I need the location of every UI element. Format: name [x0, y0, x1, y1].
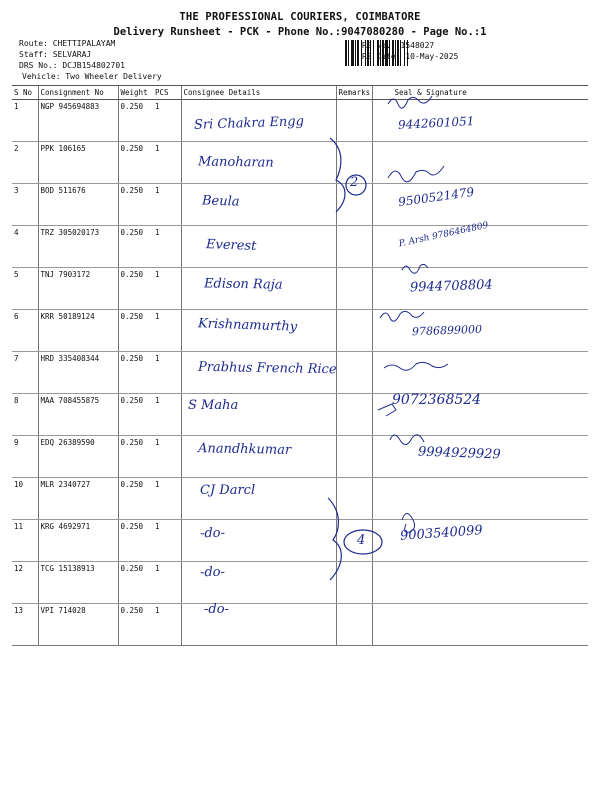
cell-pcs: 1 — [153, 394, 181, 436]
cell-pcs: 1 — [153, 184, 181, 226]
col-remarks: Remarks — [336, 86, 372, 100]
cell-weight: 0.250 — [118, 394, 153, 436]
table-row — [12, 310, 588, 352]
cell-remarks — [336, 394, 372, 436]
col-signature: Seal & Signature — [372, 86, 588, 100]
cell-sno: 1 — [12, 100, 38, 142]
cell-pcs: 1 — [153, 604, 181, 646]
cell-signature — [372, 478, 588, 520]
handwritten-signature: 9500521479 — [397, 185, 475, 210]
cell-consignment: KRR 50189124 — [38, 310, 118, 352]
handwritten-consignee: CJ Darcl — [200, 482, 256, 498]
cell-pcs: 1 — [153, 142, 181, 184]
handwritten-consignee: Sri Chakra Engg — [193, 114, 305, 133]
cell-remarks — [336, 268, 372, 310]
cell-pcs: 1 — [153, 520, 181, 562]
handwritten-consignee: Everest — [205, 236, 257, 254]
cell-remarks — [336, 478, 372, 520]
cell-weight: 0.250 — [118, 100, 153, 142]
cell-sno: 10 — [12, 478, 38, 520]
cell-signature — [372, 562, 588, 604]
cell-signature — [372, 352, 588, 394]
cell-weight: 0.250 — [118, 520, 153, 562]
count-number-1: 2 — [350, 175, 359, 190]
cell-consignee — [181, 226, 336, 268]
cell-weight: 0.250 — [118, 478, 153, 520]
handwritten-consignee: Edison Raja — [203, 276, 283, 293]
handwritten-consignee: Manoharan — [197, 154, 274, 171]
cell-weight: 0.250 — [118, 604, 153, 646]
staff-label: Staff: SELVARAJ — [19, 50, 92, 59]
handwritten-signature: 9944708804 — [409, 277, 493, 296]
vehicle-label: Vehicle: Two Wheeler Delivery — [22, 72, 162, 81]
handwritten-consignee: Beula — [201, 193, 240, 211]
rs-number: RS No.: 1548027 — [362, 41, 435, 50]
cell-remarks — [336, 310, 372, 352]
cell-consignment: MLR 2340727 — [38, 478, 118, 520]
cell-weight: 0.250 — [118, 142, 153, 184]
cell-sno: 7 — [12, 352, 38, 394]
cell-pcs: 1 — [153, 562, 181, 604]
cell-remarks — [336, 562, 372, 604]
handwritten-consignee: Anandhkumar — [197, 440, 292, 458]
drs-label: DRS No.: DCJB154802701 — [19, 61, 125, 70]
cell-sno: 9 — [12, 436, 38, 478]
cell-sno: 4 — [12, 226, 38, 268]
cell-pcs: 1 — [153, 310, 181, 352]
cell-pcs: 1 — [153, 100, 181, 142]
company-title: THE PROFESSIONAL COURIERS, COIMBATORE — [179, 11, 421, 23]
handwritten-signature: 9072368524 — [392, 392, 482, 409]
handwritten-consignee: S Maha — [188, 398, 239, 414]
handwritten-signature: 9786899000 — [411, 322, 483, 339]
handwritten-signature: P. Arsh 9786464809 — [397, 220, 490, 249]
col-consignment: Consignment No — [38, 86, 118, 100]
cell-remarks — [336, 520, 372, 562]
col-weight: Weight — [118, 86, 153, 100]
cell-sno: 5 — [12, 268, 38, 310]
cell-consignment: HRD 335408344 — [38, 352, 118, 394]
handwritten-consignee: -do- — [204, 602, 229, 618]
cell-sno: 6 — [12, 310, 38, 352]
handwritten-consignee: -do- — [199, 564, 226, 581]
cell-remarks — [336, 604, 372, 646]
cell-pcs: 1 — [153, 352, 181, 394]
cell-pcs: 1 — [153, 436, 181, 478]
handwritten-consignee: Krishnamurthy — [197, 316, 298, 335]
cell-consignment: TNJ 7903172 — [38, 268, 118, 310]
rs-date: RS Date: 10-May-2025 — [362, 52, 459, 61]
table-row — [12, 394, 588, 436]
runsheet-subtitle: Delivery Runsheet - PCK - Phone No.:9047080280 - Page No.:1 — [113, 26, 487, 38]
cell-signature — [372, 604, 588, 646]
cell-weight: 0.250 — [118, 226, 153, 268]
handwritten-consignee: -do- — [199, 525, 226, 542]
cell-consignment: BOD 511676 — [38, 184, 118, 226]
cell-consignment: EDQ 26389590 — [38, 436, 118, 478]
cell-weight: 0.250 — [118, 268, 153, 310]
col-consignee: Consignee Details — [181, 86, 336, 100]
cell-remarks — [336, 352, 372, 394]
table-header-row — [12, 86, 588, 100]
table-row — [12, 562, 588, 604]
handwritten-signature: 9003540099 — [399, 523, 484, 544]
cell-sno: 2 — [12, 142, 38, 184]
cell-weight: 0.250 — [118, 352, 153, 394]
col-sno: S No — [12, 86, 38, 100]
cell-remarks — [336, 436, 372, 478]
col-pcs: PCS — [153, 86, 181, 100]
cell-consignment: NGP 945694883 — [38, 100, 118, 142]
cell-sno: 12 — [12, 562, 38, 604]
handwritten-signature: 9442601051 — [397, 114, 475, 132]
cell-consignment: TCG 15138913 — [38, 562, 118, 604]
cell-consignment: MAA 708455875 — [38, 394, 118, 436]
cell-signature — [372, 142, 588, 184]
table-row — [12, 478, 588, 520]
cell-weight: 0.250 — [118, 436, 153, 478]
cell-sno: 8 — [12, 394, 38, 436]
route-label: Route: CHETTIPALAYAM — [19, 39, 116, 48]
table-row — [12, 142, 588, 184]
cell-pcs: 1 — [153, 268, 181, 310]
cell-pcs: 1 — [153, 478, 181, 520]
table-row — [12, 184, 588, 226]
cell-weight: 0.250 — [118, 310, 153, 352]
count-number-2: 4 — [357, 533, 366, 548]
cell-consignment: TRZ 305020173 — [38, 226, 118, 268]
cell-pcs: 1 — [153, 226, 181, 268]
cell-consignment: PPK 106165 — [38, 142, 118, 184]
cell-weight: 0.250 — [118, 184, 153, 226]
cell-sno: 11 — [12, 520, 38, 562]
handwritten-signature: 9994929929 — [417, 444, 501, 463]
cell-weight: 0.250 — [118, 562, 153, 604]
cell-consignment: KRG 4692971 — [38, 520, 118, 562]
cell-sno: 13 — [12, 604, 38, 646]
handwritten-consignee: Prabhus French Rice — [197, 359, 337, 378]
cell-consignment: VPI 714028 — [38, 604, 118, 646]
table-row — [12, 520, 588, 562]
table-row — [12, 268, 588, 310]
table-row — [12, 604, 588, 646]
cell-remarks — [336, 100, 372, 142]
cell-remarks — [336, 226, 372, 268]
table-row — [12, 226, 588, 268]
table-row — [12, 436, 588, 478]
cell-sno: 3 — [12, 184, 38, 226]
